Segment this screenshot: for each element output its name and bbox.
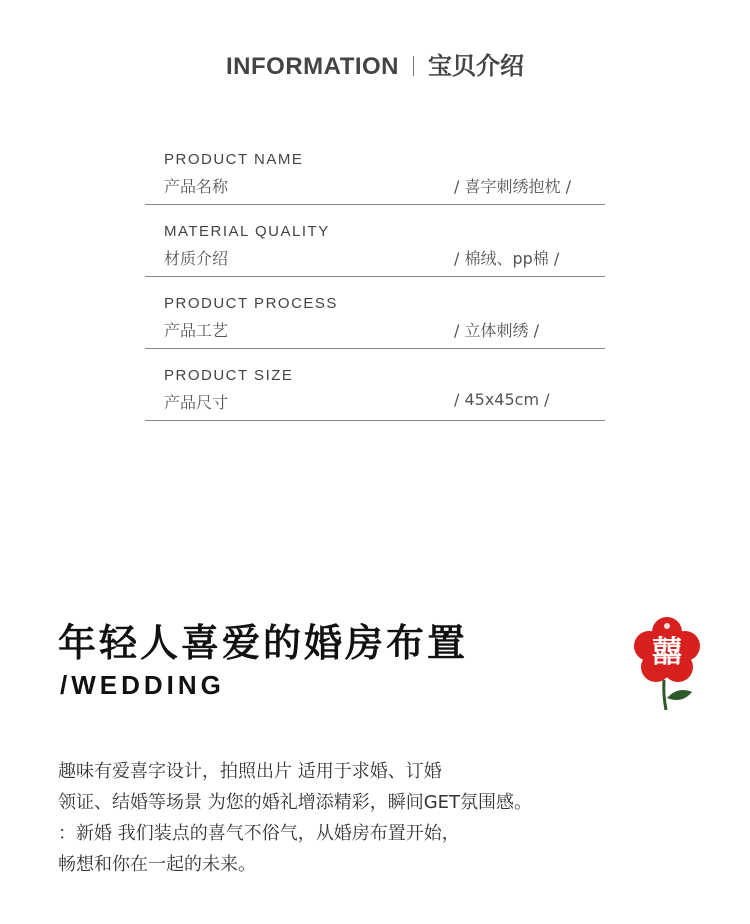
- spec-label-cn: 产品名称: [164, 177, 229, 196]
- spec-row-material: [145, 206, 605, 277]
- spec-label-en: PRODUCT NAME: [164, 151, 304, 168]
- flower-leaf: [667, 690, 692, 700]
- wedding-title: 年轻人喜爱的婚房布置: [58, 621, 469, 665]
- double-happiness-flower-icon: [630, 614, 704, 714]
- spec-label-cn: 材质介绍: [164, 249, 229, 268]
- spec-value: / 立体刺绣 /: [454, 321, 539, 340]
- description-line: 畅想和你在一起的未来。: [58, 854, 256, 875]
- wedding-description: [58, 756, 532, 880]
- spec-value: / 棉绒、pp棉 /: [454, 249, 560, 268]
- spec-row-process: [145, 278, 605, 349]
- spec-label-en: PRODUCT PROCESS: [164, 295, 338, 312]
- spec-row-name: [145, 134, 605, 205]
- spec-label-en: PRODUCT SIZE: [164, 367, 294, 384]
- description-line: 趣味有爱喜字设计，拍照出片 适用于求婚、订婚: [58, 761, 442, 782]
- flower-stem: [664, 680, 666, 710]
- header-title-cn: 宝贝介绍: [428, 52, 525, 80]
- header-divider: [413, 56, 414, 76]
- spec-table: [145, 134, 605, 422]
- spec-row-size: [145, 350, 605, 421]
- wedding-subtitle: /WEDDING: [60, 670, 225, 700]
- spec-label-en: MATERIAL QUALITY: [164, 223, 330, 240]
- description-line: ：新婚 我们装点的喜气不俗气，从婚房布置开始，: [58, 823, 460, 844]
- spec-value: / 45x45cm /: [454, 390, 550, 409]
- description-line: 领证、结婚等场景 为您的婚礼增添精彩，瞬间GET氛围感。: [58, 792, 533, 813]
- spec-value: / 喜字刺绣抱枕 /: [454, 177, 571, 196]
- spec-label-cn: 产品工艺: [164, 321, 229, 340]
- spec-label-cn: 产品尺寸: [164, 393, 229, 412]
- section-header: [0, 46, 750, 81]
- header-title-en: INFORMATION: [225, 53, 400, 80]
- double-happiness-char: 囍: [652, 635, 682, 670]
